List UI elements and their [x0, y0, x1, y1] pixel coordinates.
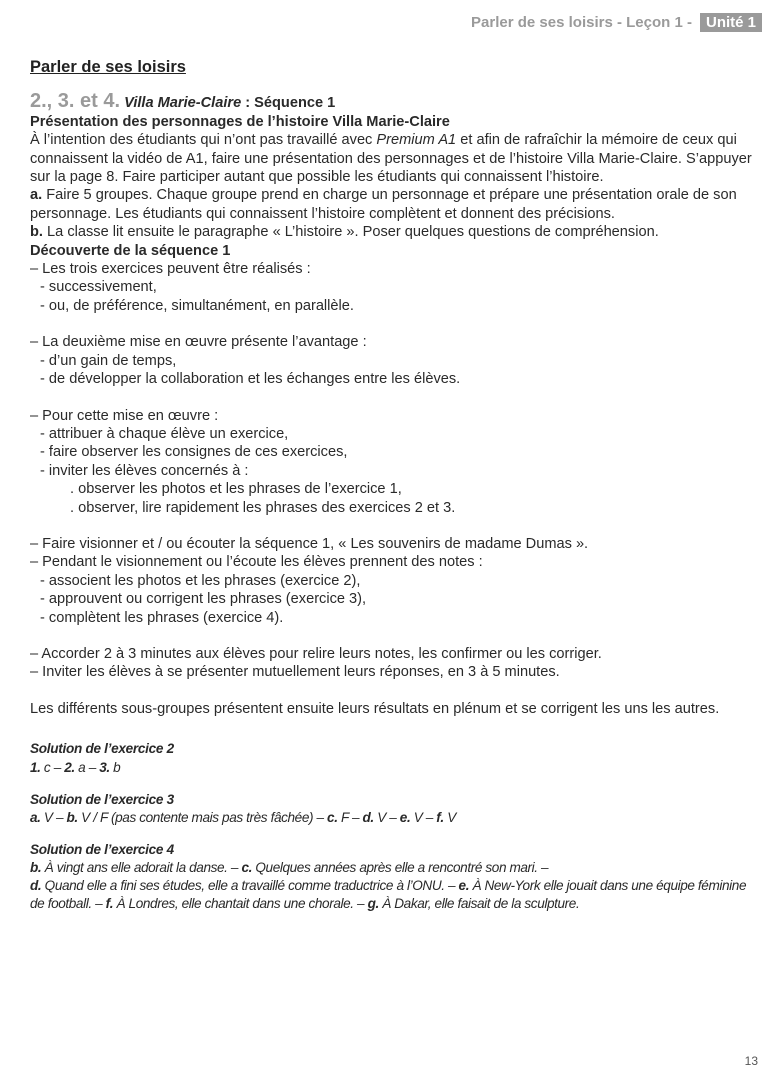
answer-label: b. — [66, 810, 78, 825]
discovery-line: - ou, de préférence, simultanément, en parallèle. — [40, 297, 354, 314]
activity-title-rest: : Séquence 1 — [241, 95, 336, 112]
discovery-line: - successivement, — [40, 279, 157, 296]
answer-text: c – — [40, 759, 65, 775]
discovery-line: - de développer la collaboration et les échanges entre les élèves. — [40, 371, 461, 388]
answer-label: 2. — [64, 759, 75, 775]
answer-text: a – — [74, 759, 100, 775]
answer-text: À Londres, elle chantait dans une chorale. – — [113, 896, 368, 912]
answer-text: À New-York elle jouait dans une équipe féminine de football. – — [30, 878, 747, 912]
answer-label: e. — [458, 878, 470, 894]
answer-text: V – — [40, 810, 67, 825]
discovery-line: - d’un gain de temps, — [40, 352, 177, 369]
solution-3-title: Solution de l’exercice 3 — [30, 791, 174, 807]
answer-label: f. — [436, 810, 444, 825]
discovery-line: – Accorder 2 à 3 minutes aux élèves pour relire leurs notes, les confirmer ou les corriger. — [30, 645, 602, 662]
answer-label: 3. — [99, 759, 110, 775]
solution-4-title: Solution de l’exercice 4 — [30, 842, 174, 857]
answer-text: F – — [337, 810, 363, 825]
discovery-line: Les différents sous-groupes présentent ensuite leurs résultats en plénum et se corrigent les uns les autres. — [30, 700, 720, 717]
answer-label: 1. — [30, 759, 41, 775]
unit-badge: Unité 1 — [700, 13, 762, 32]
discovery-line: . observer les photos et les phrases de l’exercice 1, — [70, 481, 402, 498]
intro-book-title: Premium A1 — [376, 132, 457, 149]
answer-label: b. — [30, 860, 42, 876]
answer-label: g. — [367, 896, 379, 912]
discovery-line: - inviter les élèves concernés à : — [40, 462, 249, 479]
discovery-line: - attribuer à chaque élève un exercice, — [40, 425, 289, 442]
instruction-a — [30, 186, 758, 223]
answer-text: b — [109, 759, 121, 775]
answer-label: f. — [105, 896, 114, 912]
activity-numbers: 2., 3. et 4. — [30, 90, 121, 113]
header-title: Parler de ses loisirs - Leçon 1 - — [471, 13, 692, 31]
solution-3-answers — [30, 809, 758, 827]
instruction-b-text: La classe lit ensuite le paragraphe « L’histoire ». Poser quelques questions de compréhension. — [42, 224, 659, 241]
activity-title-italic: Villa Marie-Claire — [124, 95, 242, 112]
answer-label: c. — [241, 860, 252, 876]
solution-2-answers — [30, 759, 758, 777]
answer-text: V — [443, 810, 456, 825]
answer-label: d. — [30, 878, 42, 894]
discovery-line: - complètent les phrases (exercice 4). — [40, 609, 284, 626]
instruction-a-label: a. — [30, 187, 43, 204]
discovery-line: - faire observer les consignes de ces exercices, — [40, 444, 348, 461]
discovery-line: - associent les photos et les phrases (exercice 2), — [40, 572, 361, 589]
answer-label: a. — [30, 810, 41, 825]
answer-text: À vingt ans elle adorait la danse. – — [41, 860, 242, 876]
answer-text: V / F (pas contente mais pas très fâchée) – — [77, 810, 328, 825]
answer-text: Quand elle a fini ses études, elle a travaillé comme traductrice à l’ONU. – — [41, 878, 459, 894]
discovery-line: – Faire visionner et / ou écouter la séquence 1, « Les souvenirs de madame Dumas ». — [30, 535, 589, 552]
presentation-heading: Présentation des personnages de l’histoire Villa Marie-Claire — [30, 113, 450, 130]
intro-text-1: À l’intention des étudiants qui n’ont pas travaillé avec — [30, 132, 377, 149]
running-header — [471, 10, 762, 34]
solution-4-answers-line-1 — [30, 859, 758, 877]
discovery-heading: Découverte de la séquence 1 — [30, 242, 231, 259]
solution-4-answers-line-2 — [30, 877, 758, 913]
discovery-line: – Pour cette mise en œuvre : — [30, 407, 219, 424]
discovery-line: . observer, lire rapidement les phrases des exercices 2 et 3. — [70, 499, 456, 516]
activity-heading — [30, 92, 758, 112]
discovery-line: – Inviter les élèves à se présenter mutuellement leurs réponses, en 3 à 5 minutes. — [30, 664, 560, 681]
answer-label: c. — [327, 810, 338, 825]
answer-text: À Dakar, elle faisait de la sculpture. — [378, 896, 580, 912]
answer-label: d. — [362, 810, 374, 825]
solution-2-title: Solution de l’exercice 2 — [30, 741, 174, 757]
presentation-intro — [30, 131, 758, 186]
discovery-line: – Pendant le visionnement ou l’écoute les élèves prennent des notes : — [30, 554, 483, 571]
instruction-b-label: b. — [30, 224, 43, 241]
answer-text: V – — [373, 810, 400, 825]
discovery-line: – La deuxième mise en œuvre présente l’avantage : — [30, 334, 367, 351]
instruction-a-text: Faire 5 groupes. Chaque groupe prend en charge un personnage et prépare une présentation orale de son personnage. Les étudiants qui connaissent l’histoire complètent et donnent des précisions. — [30, 187, 737, 222]
instruction-b — [30, 223, 758, 241]
discovery-line: – Les trois exercices peuvent être réalisés : — [30, 261, 311, 278]
answer-text: V – — [410, 810, 437, 825]
intro-text-2: et afin de rafraîchir la mémoire de ceux qui connaissent la vidéo de A1, faire une présentation des personnages et de l’histoire Villa Marie-Claire. S’appuyer sur la page 8. Faire participer autant que possible les étudiants qui connaissent l’histoire. — [30, 132, 752, 186]
page-number: 13 — [744, 1054, 758, 1068]
answer-text: Quelques années après elle a rencontré son mari. – — [252, 860, 549, 876]
section-title: Parler de ses loisirs — [30, 58, 186, 76]
page-content — [30, 58, 758, 913]
discovery-line: - approuvent ou corrigent les phrases (exercice 3), — [40, 591, 367, 608]
answer-label: e. — [399, 810, 411, 825]
